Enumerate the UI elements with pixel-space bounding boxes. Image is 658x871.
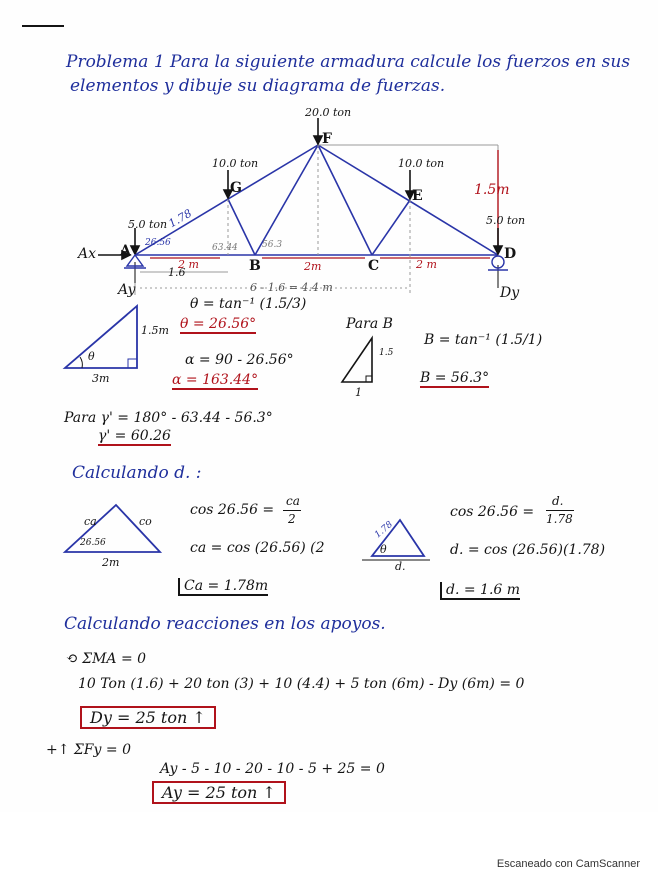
calc-d-left-result: Ca = 1.78m xyxy=(178,578,268,596)
calc-d-left-ca: ca xyxy=(84,515,97,528)
calc-d-left-co: co xyxy=(139,515,152,528)
member-label-ag: 1.78 xyxy=(166,206,195,231)
problem-statement-line1: Problema 1 Para la siguiente armadura calcule los fuerzos en sus xyxy=(66,52,631,72)
calc-d-heading: Calculando d. : xyxy=(72,463,202,483)
para-b-base: 1 xyxy=(355,386,362,399)
node-label-a: A xyxy=(120,243,131,259)
angle-label-b2: 56.3 xyxy=(262,240,283,250)
node-label-g: G xyxy=(230,180,242,196)
calc-d-left-eq1-den: 2 xyxy=(288,512,296,526)
dim-label-bc: 2m xyxy=(304,260,322,273)
calc-d-right-eq2: d. = cos (26.56)(1.78) xyxy=(450,542,606,558)
calc-d-right-angle: θ xyxy=(380,543,387,556)
reactions-heading: Calculando reacciones en los apoyos. xyxy=(64,614,386,634)
fy-equation: Ay - 5 - 10 - 20 - 10 - 5 + 25 = 0 xyxy=(160,761,385,777)
angle-label-a: 26.56 xyxy=(145,238,171,248)
node-label-f: F xyxy=(322,131,332,147)
calc-d-right-result: d. = 1.6 m xyxy=(440,582,520,600)
calc-d-left-eq1-num: ca xyxy=(286,494,300,508)
dim-label-ab: 2 m xyxy=(178,258,199,271)
dim-label-cd: 2 m xyxy=(416,258,437,271)
calc-d-right-eq1-den: 1.78 xyxy=(546,512,573,526)
theta-tri-base: 3m xyxy=(92,372,110,385)
calc-d-left-base: 2m xyxy=(102,556,120,569)
node-label-e: E xyxy=(412,188,423,204)
load-label-g: 10.0 ton xyxy=(212,157,259,170)
theta-tri-angle: θ xyxy=(88,350,95,363)
alpha-result: α = 163.44° xyxy=(172,372,259,388)
angle-label-b1: 63.44 xyxy=(212,243,238,253)
alpha-equation: α = 90 - 26.56° xyxy=(185,352,294,368)
load-label-d: 5.0 ton xyxy=(486,214,526,227)
load-label-e: 10.0 ton xyxy=(398,157,445,170)
dim-label-1-6: 1.6 xyxy=(168,266,186,279)
node-label-c: C xyxy=(368,258,380,274)
load-label-a: 5.0 ton xyxy=(128,218,168,231)
node-label-d: D xyxy=(504,246,517,262)
theta-result: θ = 26.56° xyxy=(180,316,257,332)
ay-result: Ay = 25 ton ↑ xyxy=(152,781,286,804)
reaction-label-ax: Ax xyxy=(78,246,97,262)
calc-d-left-eq2: ca = cos (26.56) (2 xyxy=(190,540,325,556)
dim-label-4-4: 6 - 1.6 = 4.4 m xyxy=(250,281,333,294)
dy-result: Dy = 25 ton ↑ xyxy=(80,706,216,729)
calc-d-left-eq1-lhs: cos 26.56 = xyxy=(190,502,275,518)
para-b-side: 1.5 xyxy=(379,348,394,358)
calc-d-right-eq1-lhs: cos 26.56 = xyxy=(450,504,535,520)
reaction-label-ay: Ay xyxy=(118,282,136,298)
calc-d-right-base: d. xyxy=(395,560,406,573)
gamma-equation: Para γ' = 180° - 63.44 - 56.3° xyxy=(64,410,273,426)
para-b-result: B = 56.3° xyxy=(420,370,490,386)
scanner-footer: Escaneado con CamScanner xyxy=(496,858,640,870)
reaction-label-dy: Dy xyxy=(500,285,520,301)
para-b-label: Para B xyxy=(346,316,393,332)
fy-sum: +↑ ΣFy = 0 xyxy=(46,742,131,758)
calc-d-right-side: 1.78 xyxy=(373,519,395,541)
calc-d-right-eq1-num: d. xyxy=(552,494,564,508)
moment-sum: ⟲ ΣMA = 0 xyxy=(66,651,147,667)
node-label-b: B xyxy=(249,258,261,274)
moment-equation: 10 Ton (1.6) + 20 ton (3) + 10 (4.4) + 5 ton (6m) - Dy (6m) = 0 xyxy=(78,676,525,692)
calc-d-left-angle: 26.56 xyxy=(80,538,106,548)
gamma-result: γ' = 60.26 xyxy=(98,428,171,444)
calc-d-right-fraction-bar xyxy=(546,510,574,511)
problem-statement-line2: elementos y dibuje su diagrama de fuerzas. xyxy=(70,76,446,96)
theta-tri-side: 1.5m xyxy=(141,324,169,337)
height-label: 1.5m xyxy=(474,182,510,198)
theta-equation: θ = tan⁻¹ (1.5/3) xyxy=(190,296,307,312)
para-b-equation: B = tan⁻¹ (1.5/1) xyxy=(424,332,543,348)
load-label-f: 20.0 ton xyxy=(305,106,352,119)
